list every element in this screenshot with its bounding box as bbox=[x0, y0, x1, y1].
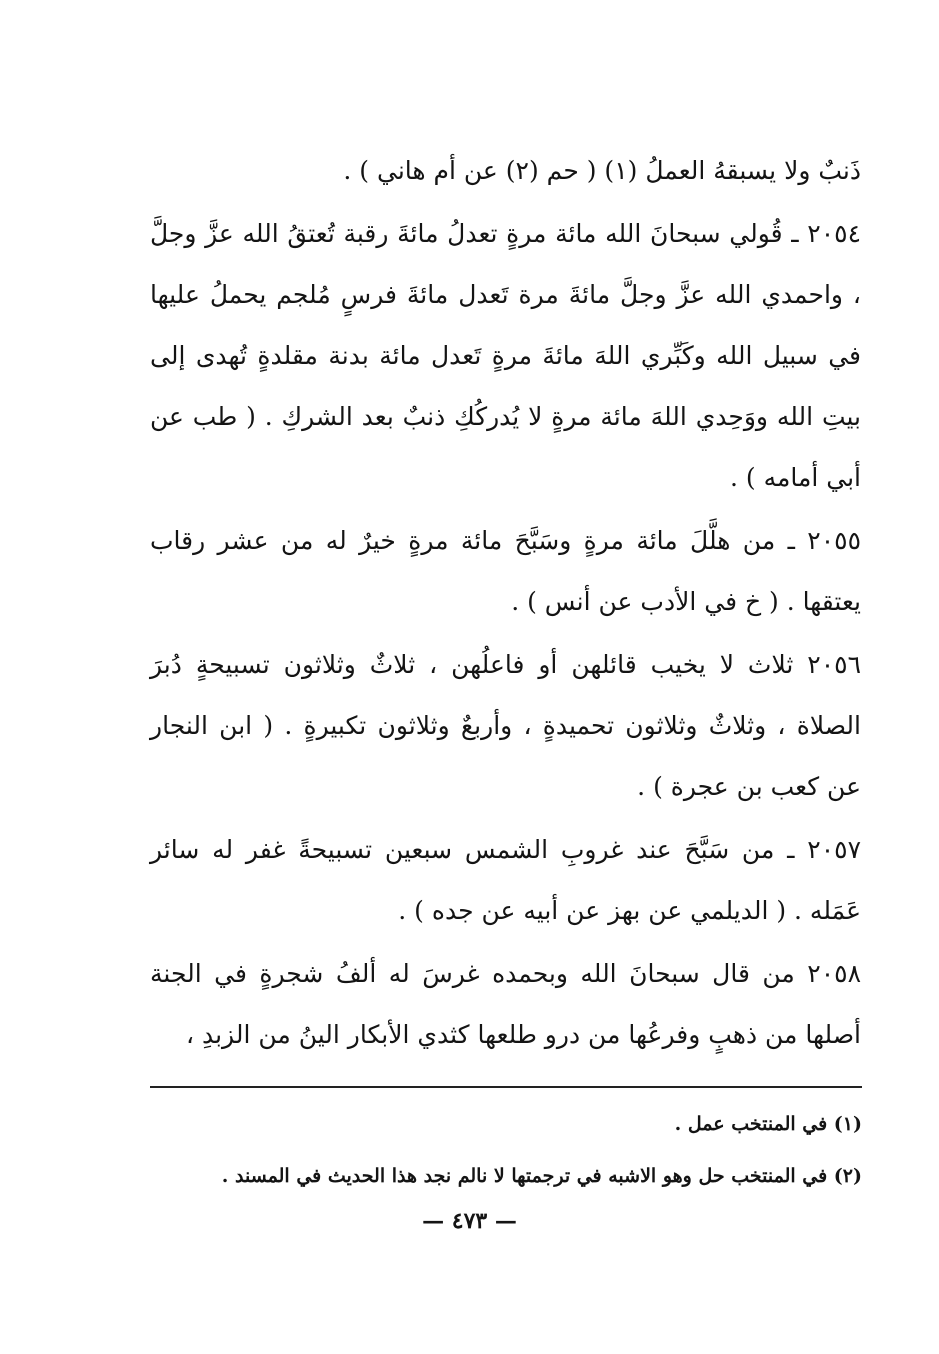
paragraph-continuation: ذَنبٌ ولا يسبقهُ العملُ (١) ( حم (٢) عن أم هاني ) . bbox=[343, 156, 861, 185]
hadith-2055: ٢٠٥٥ ـ من هلَّلَ مائة مرةٍ وسَبَّحَ مائة مرةٍ خيرٌ له من عشر رقاب يعتقها . ( خ في الأدب عن أنس ) . bbox=[150, 526, 861, 616]
footnote-1: (١) في المنتخب عمل . bbox=[674, 1113, 862, 1135]
hadith-2056: ٢٠٥٦ ثلاث لا يخيب قائلهن أو فاعلُهن ، ثلاثٌ وثلاثون تسبيحةٍ دُبرَ الصلاة ، وثلاثٌ وثلاثون تحميدةٍ ، وأربعٌ وثلاثون تكبيرةٍ . ( ابن النجار عن كعب بن عجرة ) . bbox=[150, 650, 861, 801]
hadith-2054: ٢٠٥٤ ـ قُولي سبحانَ الله مائة مرةٍ تعدلُ مائةَ رقبة تُعتقُ الله عزَّ وجلَّ ، واحمدي الله عزَّ وجلَّ مائةَ مرة تَعدل مائةَ فرسٍ مُلجم يحملُ عليها في سبيل الله وكَبِّري اللهَ مائةَ مرةٍ تَعدل مائة بدنة مقلدةٍ تُهدى إلى بيتِ الله ووَحِدي اللهَ مائة مرةٍ لا يُدركُكِ ذنبٌ بعد الشركِ . ( طب عن أبي أمامه ) . bbox=[150, 219, 861, 492]
footnotes bbox=[150, 1098, 862, 1202]
hadith-2058: ٢٠٥٨ من قال سبحانَ الله وبحمده غرسَ له ألفُ شجرةٍ في الجنة أصلها من ذهبٍ وفرعُها من درو طلعها كثدي الأبكار الينُ من الزبدِ ، bbox=[150, 959, 861, 1049]
page-number: — ٤٧٣ — bbox=[422, 1208, 517, 1234]
body-text bbox=[150, 140, 861, 1065]
hadith-2057: ٢٠٥٧ ـ من سَبَّحَ عند غروبِ الشمس سبعين تسبيحةً غفر له سائر عَمَله . ( الديلمي عن بهز عن أبيه عن جده ) . bbox=[150, 835, 862, 925]
footnote-divider bbox=[150, 1086, 862, 1088]
footnote-2: (٢) في المنتخب حل وهو الاشبه في ترجمتها لا نالم نجد هذا الحديث في المسند . bbox=[221, 1165, 862, 1187]
